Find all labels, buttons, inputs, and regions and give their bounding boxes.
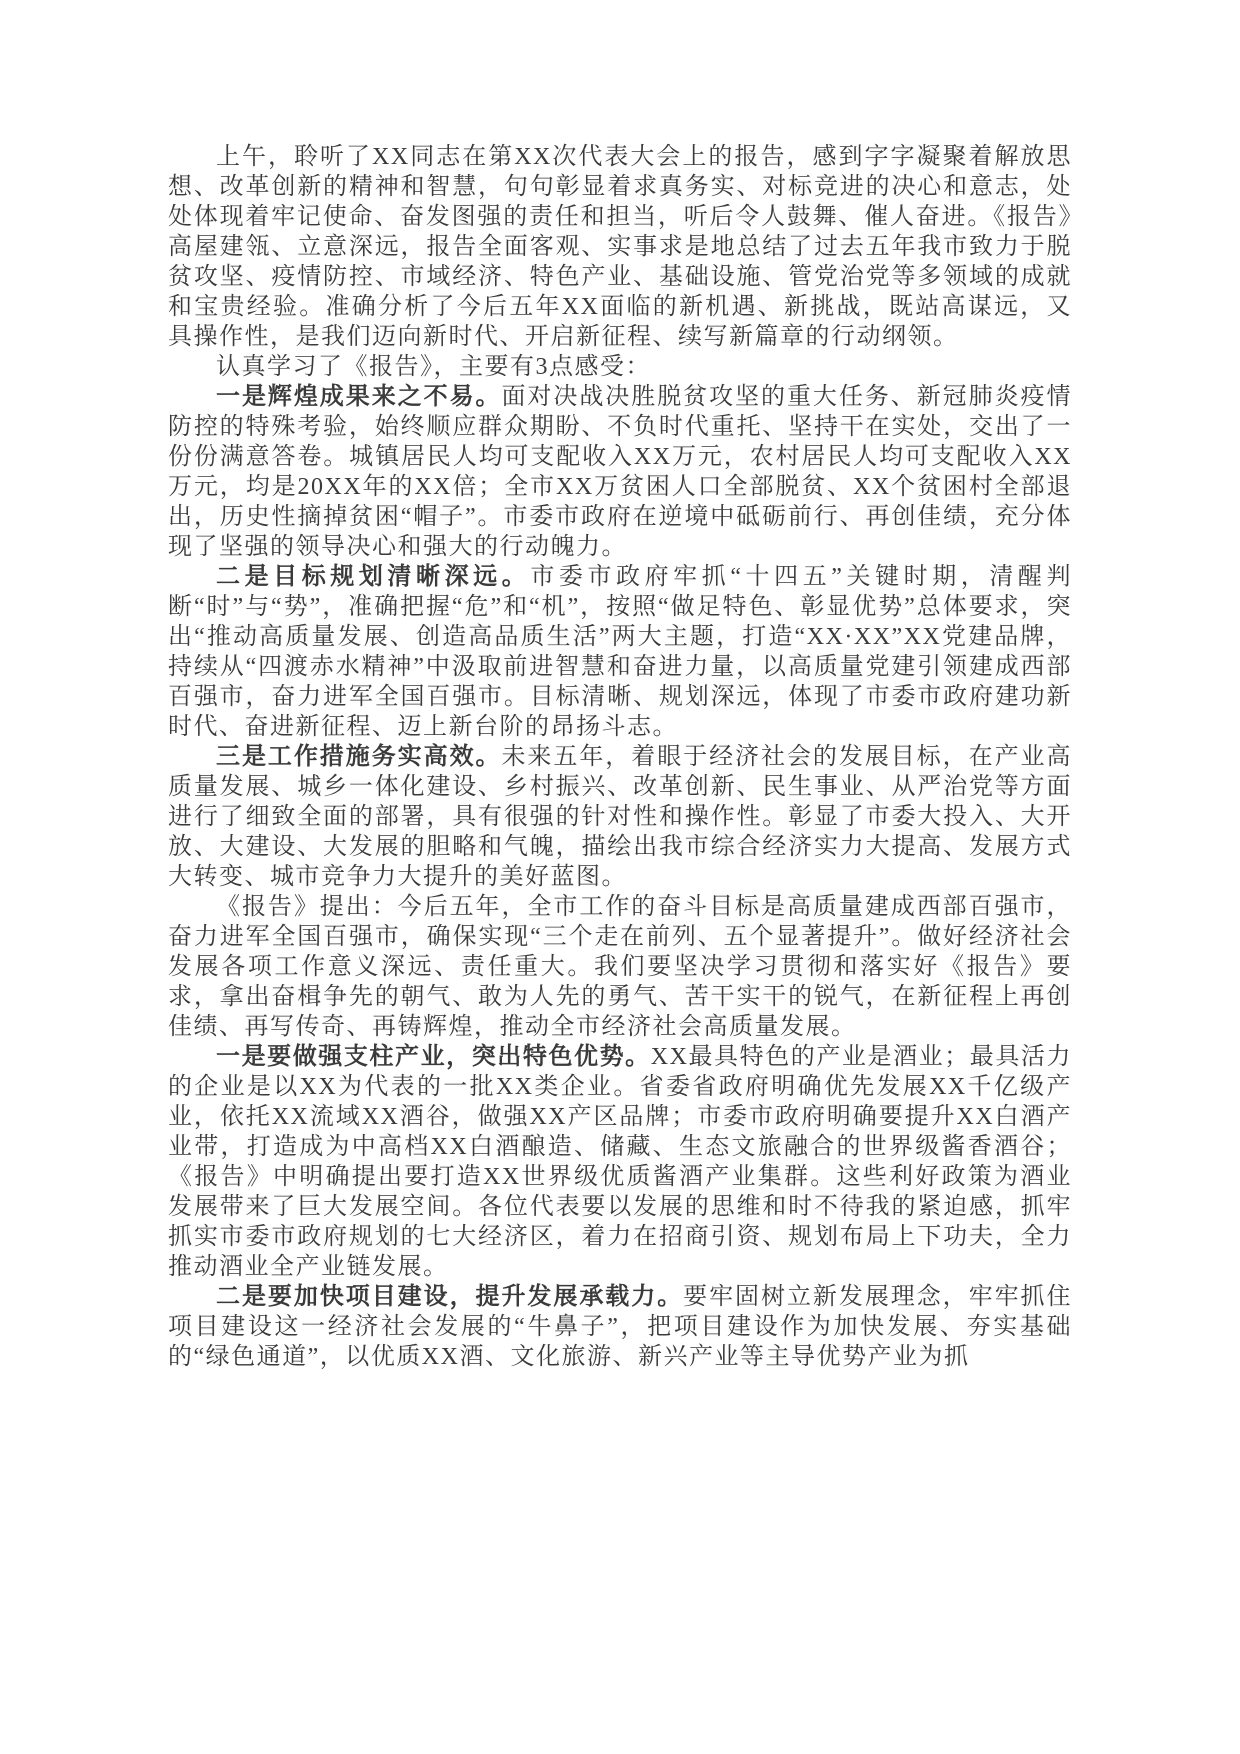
paragraph-text: 要牢固树立新发展理念，牢牢抓住项目建设这一经济社会发展的“牛鼻子”，把项目建设作为加快发展、夯实基础的“绿色通道”，以优质XX酒、文化旅游、新兴产业等主导优势产业为抓 [168,1284,1072,1370]
paragraph [168,1042,1072,1282]
paragraph-lead: 二是要加快项目建设，提升发展承载力。 [216,1284,684,1310]
paragraph-text: 市委市政府牢抓“十四五”关键时期，清醒判断“时”与“势”，准确把握“危”和“机”，按照“做足特色、彰显优势”总体要求，突出“推动高质量发展、创造高品质生活”两大主题，打造“XX·XX”XX党建品牌，持续从“四渡赤水精神”中汲取前进智慧和奋进力量，以高质量党建引领建成西部百强市，奋力进军全国百强市。目标清晰、规划深远，体现了市委市政府建功新时代、奋进新征程、迈上新台阶的昂扬斗志。 [168,564,1073,740]
paragraph-lead: 三是工作措施务实高效。 [216,744,502,770]
paragraph [168,742,1072,892]
paragraph-text: 《报告》提出：今后五年，全市工作的奋斗目标是高质量建成西部百强市，奋力进军全国百强市，确保实现“三个走在前列、五个显著提升”。做好经济社会发展各项工作意义深远、责任重大。我们要坚决学习贯彻和落实好《报告》要求，拿出奋楫争先的朝气、敢为人先的勇气、苦干实干的锐气，在新征程上再创佳绩、再写传奇、再铸辉煌，推动全市经济社会高质量发展。 [168,894,1072,1040]
paragraph-text: XX最具特色的产业是酒业；最具活力的企业是以XX为代表的一批XX类企业。省委省政府明确优先发展XX千亿级产业，依托XX流域XX酒谷，做强XX产区品牌；市委市政府明确要提升XX白酒产业带，打造成为中高档XX白酒酿造、储藏、生态文旅融合的世界级酱香酒谷；《报告》中明确提出要打造XX世界级优质酱酒产业集群。这些利好政策为酒业发展带来了巨大发展空间。各位代表要以发展的思维和时不待我的紧迫感，抓牢抓实市委市政府规划的七大经济区，着力在招商引资、规划布局上下功夫，全力推动酒业全产业链发展。 [168,1044,1073,1280]
paragraph [168,142,1072,352]
paragraph-text: 未来五年，着眼于经济社会的发展目标，在产业高质量发展、城乡一体化建设、乡村振兴、改革创新、民生事业、从严治党等方面进行了细致全面的部署，具有很强的针对性和操作性。彰显了市委大投入、大开放、大建设、大发展的胆略和气魄，描绘出我市综合经济实力大提高、发展方式大转变、城市竞争力大提升的美好蓝图。 [168,744,1072,890]
paragraph [168,562,1072,742]
paragraph-text: 上午，聆听了XX同志在第XX次代表大会上的报告，感到字字凝聚着解放思想、改革创新的精神和智慧，句句彰显着求真务实、对标竞进的决心和意志，处处体现着牢记使命、奋发图强的责任和担当，听后令人鼓舞、催人奋进。《报告》高屋建瓴、立意深远，报告全面客观、实事求是地总结了过去五年我市致力于脱贫攻坚、疫情防控、市域经济、特色产业、基础设施、管党治党等多领域的成就和宝贵经验。准确分析了今后五年XX面临的新机遇、新挑战，既站高谋远，又具操作性，是我们迈向新时代、开启新征程、续写新篇章的行动纲领。 [168,144,1072,350]
paragraph-lead: 二是目标规划清晰深远。 [216,564,531,590]
paragraph [168,1282,1072,1372]
paragraph-text: 面对决战决胜脱贫攻坚的重大任务、新冠肺炎疫情防控的特殊考验，始终顺应群众期盼、不负时代重托、坚持干在实处，交出了一份份满意答卷。城镇居民人均可支配收入XX万元，农村居民人均可支配收入XX万元，均是20XX年的XX倍；全市XX万贫困人口全部脱贫、XX个贫困村全部退出，历史性摘掉贫困“帽子”。市委市政府在逆境中砥砺前行、再创佳绩，充分体现了坚强的领导决心和强大的行动魄力。 [168,384,1072,560]
paragraph-lead: 一是要做强支柱产业，突出特色优势。 [216,1044,651,1070]
paragraph-text: 认真学习了《报告》，主要有3点感受： [216,354,651,380]
paragraph [168,382,1072,562]
paragraph [168,892,1072,1042]
paragraph [168,352,1072,382]
paragraph-lead: 一是辉煌成果来之不易。 [216,384,502,410]
document-body [168,142,1072,1372]
